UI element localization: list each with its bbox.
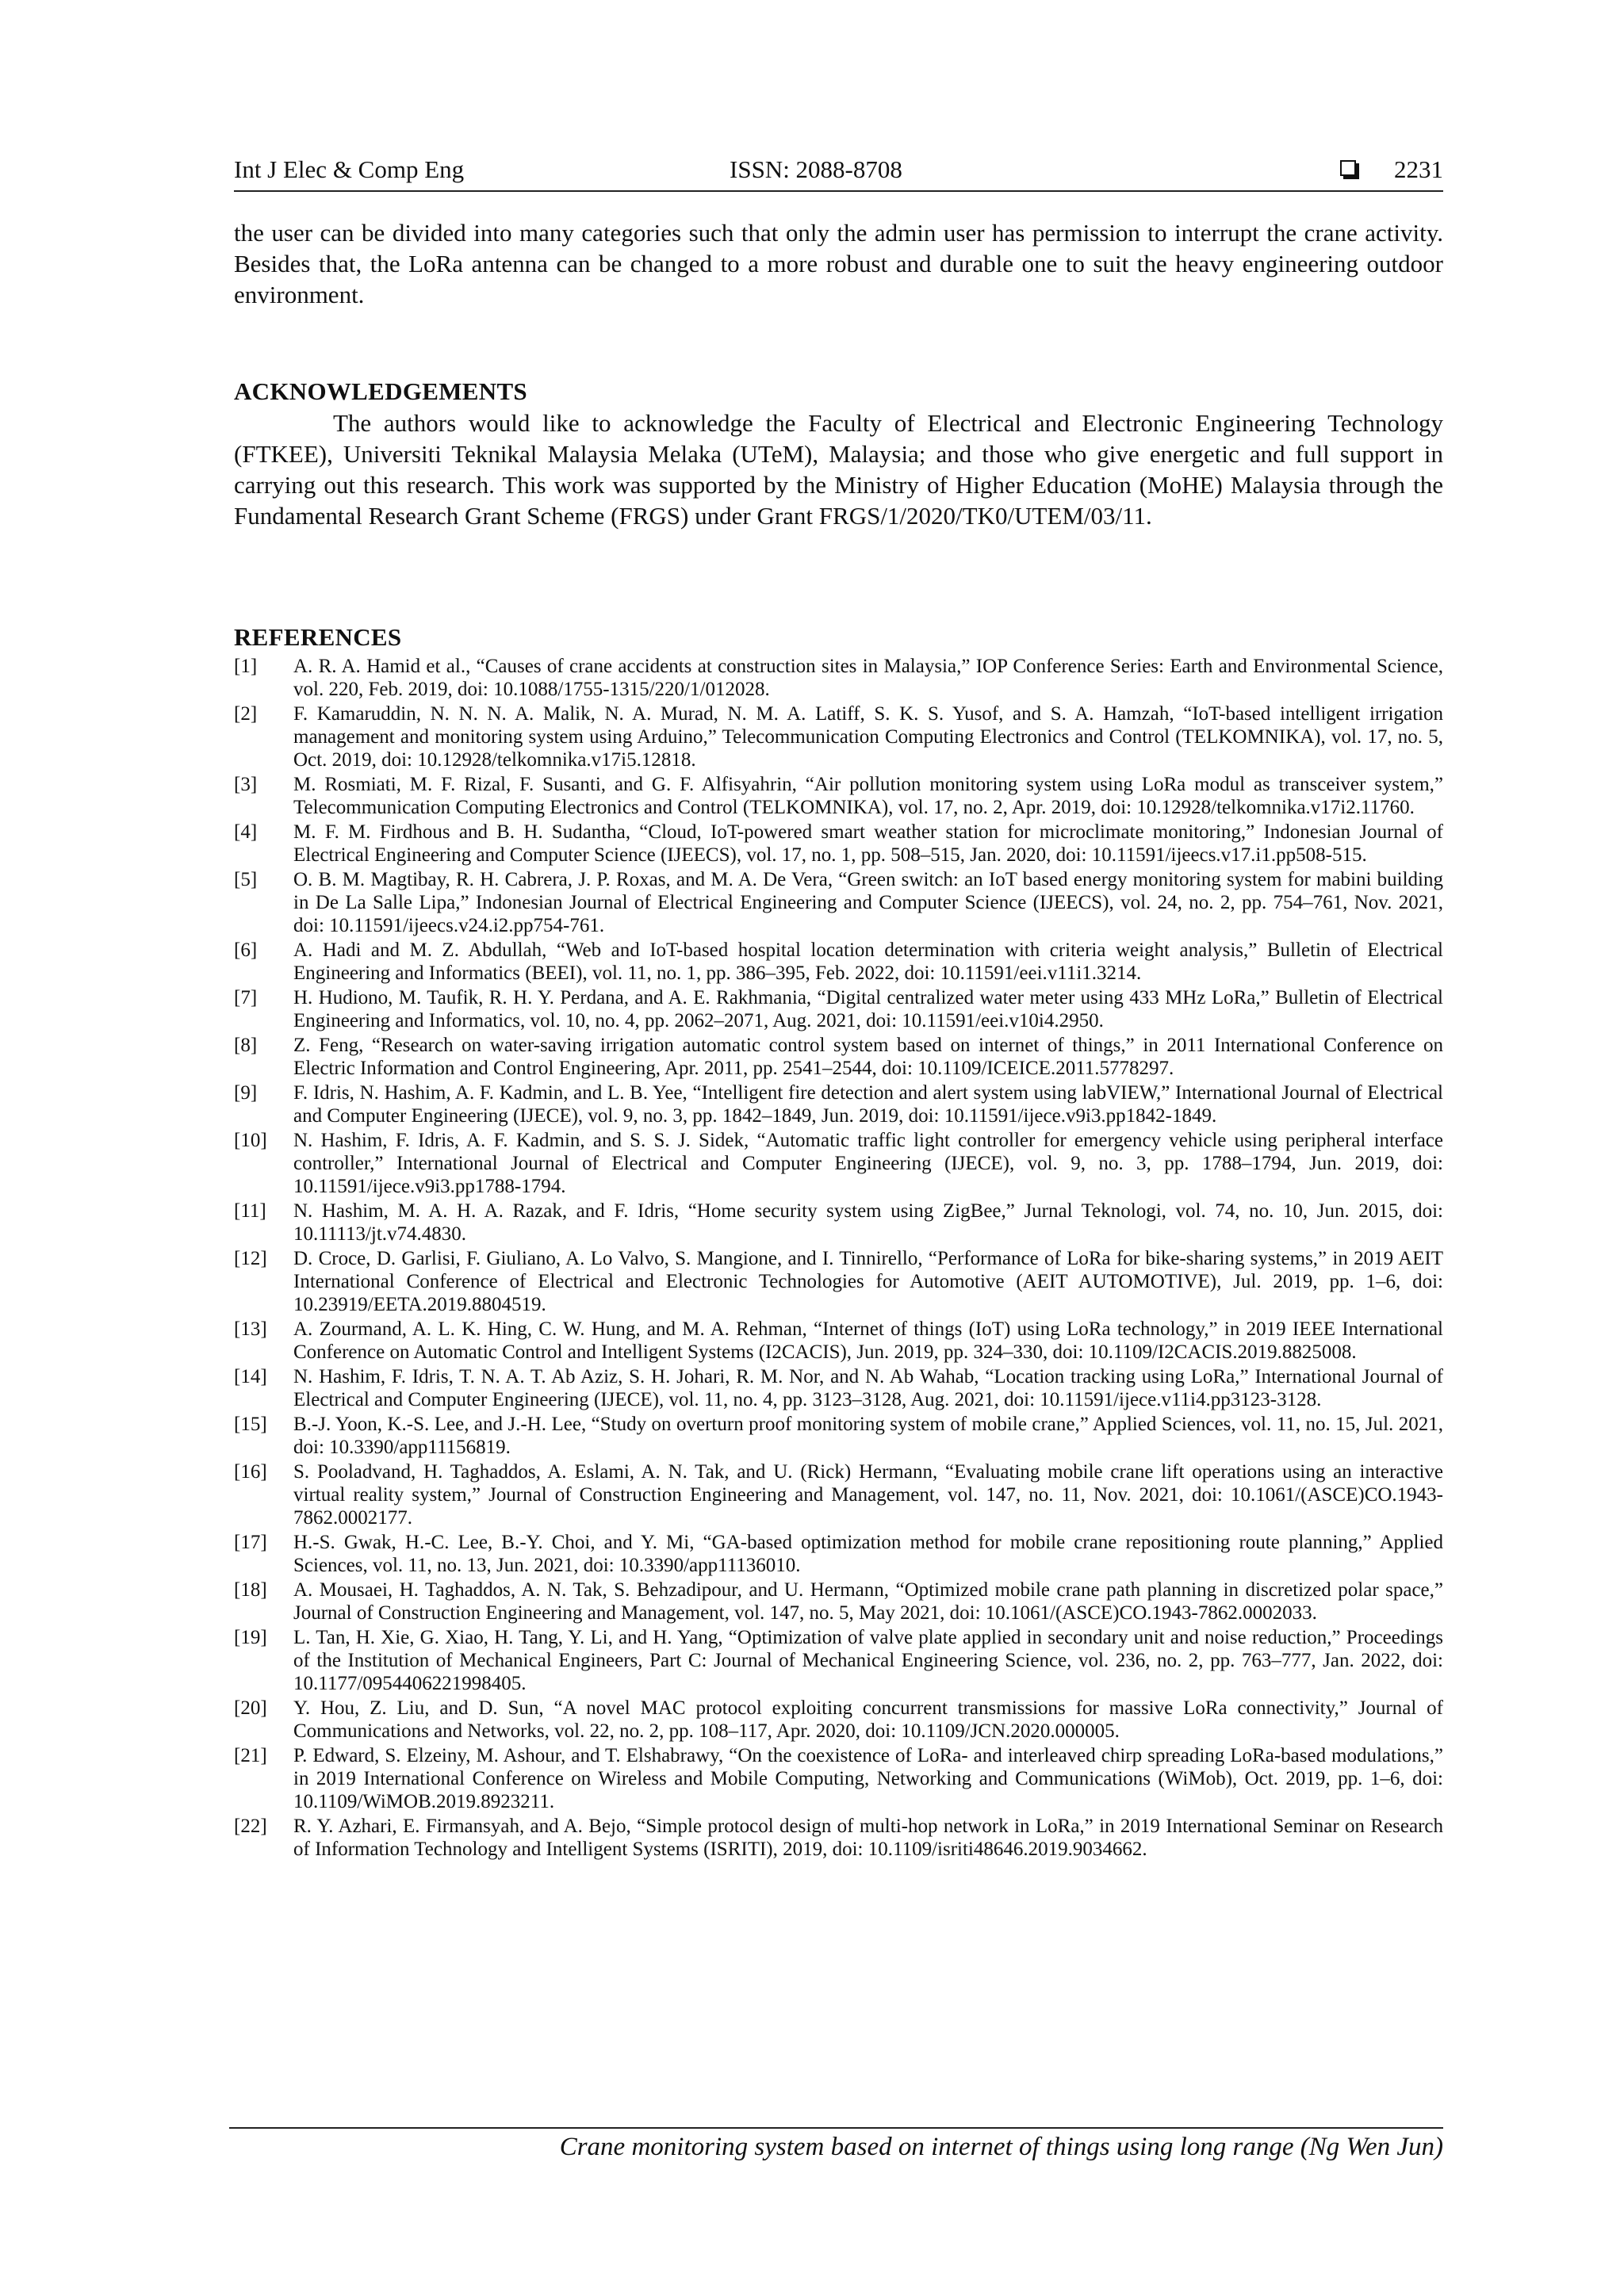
reference-number: [7] [234, 987, 258, 1008]
reference-number: [22] [234, 1816, 267, 1837]
reference-number: [21] [234, 1745, 267, 1766]
reference-item [234, 1413, 1443, 1459]
reference-item [234, 1247, 1443, 1316]
reference-item [234, 1697, 1443, 1743]
page-number: 2231 [1394, 155, 1443, 183]
reference-number: [18] [234, 1579, 267, 1601]
reference-item [234, 1318, 1443, 1364]
reference-text: N. Hashim, F. Idris, T. N. A. T. Ab Aziz, S. H. Johari, R. M. Nor, and N. Ab Wahab, “Location tracking using LoRa,” International Journal of Electrical and Computer Engineering (IJECE), vol. 11, no. 4, pp. 3123–3128, Aug. 2021, doi: 10.11591/ijece.v11i4.pp3123-3128. [293, 1366, 1443, 1410]
reference-text: N. Hashim, M. A. H. A. Razak, and F. Idris, “Home security system using ZigBee,” Jurnal Teknologi, vol. 74, no. 10, Jun. 2015, doi: 10.11113/jt.v74.4830. [293, 1200, 1443, 1245]
reference-text: F. Idris, N. Hashim, A. F. Kadmin, and L. B. Yee, “Intelligent fire detection and alert system using labVIEW,” International Journal of Electrical and Computer Engineering (IJECE), vol. 9, no. 3, pp. 1842–1849, Jun. 2019, doi: 10.11591/ijece.v9i3.pp1842-1849. [293, 1082, 1443, 1127]
running-header [234, 155, 1443, 192]
reference-number: [9] [234, 1082, 258, 1104]
reference-text: L. Tan, H. Xie, G. Xiao, H. Tang, Y. Li, and H. Yang, “Optimization of valve plate applied in secondary unit and noise reduction,” Proceedings of the Institution of Mechanical Engineers, Part C: Journal of Mechanical Engineering Science, vol. 236, no. 2, pp. 763–777, Jan. 2022, doi: 10.1177/0954406221998405. [293, 1627, 1443, 1694]
reference-number: [14] [234, 1366, 267, 1387]
reference-text: H. Hudiono, M. Taufik, R. H. Y. Perdana, and A. E. Rakhmania, “Digital centralized water meter using 433 MHz LoRa,” Bulletin of Electrical Engineering and Informatics, vol. 10, no. 4, pp. 2062–2071, Aug. 2021, doi: 10.11591/eei.v10i4.2950. [293, 987, 1443, 1031]
reference-number: [20] [234, 1697, 267, 1719]
acknowledgements-heading: ACKNOWLEDGEMENTS [234, 377, 527, 405]
reference-item [234, 1744, 1443, 1813]
reference-text: H.-S. Gwak, H.-C. Lee, B.-Y. Choi, and Y. Mi, “GA-based optimization method for mobile crane repositioning route planning,” Applied Sciences, vol. 11, no. 13, Jun. 2021, doi: 10.3390/app11136010. [293, 1532, 1443, 1576]
square-bullet-icon [1340, 160, 1356, 176]
reference-number: [6] [234, 939, 258, 961]
reference-text: Y. Hou, Z. Liu, and D. Sun, “A novel MAC protocol exploiting concurrent transmissions for massive LoRa connectivity,” Journal of Communications and Networks, vol. 22, no. 2, pp. 108–117, Apr. 2020, doi: 10.1109/JCN.2020.000005. [293, 1697, 1443, 1742]
reference-number: [12] [234, 1248, 267, 1269]
reference-text: M. Rosmiati, M. F. Rizal, F. Susanti, and G. F. Alfisyahrin, “Air pollution monitoring system using LoRa modul as transceiver system,” Telecommunication Computing Electronics and Control (TELKOMNIKA), vol. 17, no. 2, Apr. 2019, doi: 10.12928/telkomnika.v17i2.11760. [293, 774, 1443, 818]
reference-item [234, 1578, 1443, 1624]
reference-item [234, 1460, 1443, 1529]
reference-item [234, 821, 1443, 867]
intro-paragraph: the user can be divided into many categories such that only the admin user has permission to interrupt the crane activity. Besides that, the LoRa antenna can be changed to a more robust and durable one to suit the heavy engineering outdoor environment. [234, 219, 1443, 308]
reference-item [234, 1081, 1443, 1127]
reference-number: [2] [234, 703, 258, 725]
journal-name: Int J Elec & Comp Eng [234, 155, 465, 183]
reference-number: [11] [234, 1200, 266, 1222]
references-list [234, 655, 1443, 1862]
reference-text: A. Mousaei, H. Taghaddos, A. N. Tak, S. Behzadipour, and U. Hermann, “Optimized mobile crane path planning in discretized polar space,” Journal of Construction Engineering and Management, vol. 147, no. 5, May 2021, doi: 10.1061/(ASCE)CO.1943-7862.0002033. [293, 1579, 1443, 1624]
reference-number: [5] [234, 869, 258, 890]
issn: ISSN: 2088-8708 [730, 155, 902, 183]
footer-title: Crane monitoring system based on internet of things using long range (Ng Wen Jun) [559, 2133, 1443, 2161]
reference-number: [16] [234, 1461, 267, 1483]
footer-rule [229, 2127, 1443, 2129]
reference-item [234, 773, 1443, 819]
reference-item [234, 655, 1443, 701]
reference-text: S. Pooladvand, H. Taghaddos, A. Eslami, A. N. Tak, and U. (Rick) Hermann, “Evaluating mobile crane lift operations using an interactive virtual reality system,” Journal of Construction Engineering and Management, vol. 147, no. 11, Nov. 2021, doi: 10.1061/(ASCE)CO.1943-7862.0002177. [293, 1461, 1443, 1529]
reference-number: [17] [234, 1532, 267, 1553]
reference-text: O. B. M. Magtibay, R. H. Cabrera, J. P. Roxas, and M. A. De Vera, “Green switch: an IoT based energy monitoring system for mabini building in De La Salle Lipa,” Indonesian Journal of Electrical Engineering and Computer Science (IJEECS), vol. 24, no. 2, pp. 754–761, Nov. 2021, doi: 10.11591/ijeecs.v24.i2.pp754-761. [293, 869, 1443, 936]
reference-item [234, 1365, 1443, 1411]
reference-text: F. Kamaruddin, N. N. N. A. Malik, N. A. Murad, N. M. A. Latiff, S. K. S. Yusof, and S. A. Hamzah, “IoT-based intelligent irrigation management and monitoring system using Arduino,” Telecommunication Computing Electronics and Control (TELKOMNIKA), vol. 17, no. 5, Oct. 2019, doi: 10.12928/telkomnika.v17i5.12818. [293, 703, 1443, 771]
reference-item [234, 702, 1443, 771]
references-heading: REFERENCES [234, 623, 402, 651]
acknowledgements-text: The authors would like to acknowledge the Faculty of Electrical and Electronic Engineering Technology (FTKEE), Universiti Teknikal Malaysia Melaka (UTeM), Malaysia; and those who give energetic and full support in carrying out this research. This work was supported by the Ministry of Higher Education (MoHE) Malaysia through the Fundamental Research Grant Scheme (FRGS) under Grant FRGS/1/2020/TK0/UTEM/03/11. [234, 409, 1443, 530]
reference-text: A. Zourmand, A. L. K. Hing, C. W. Hung, and M. A. Rehman, “Internet of things (IoT) using LoRa technology,” in 2019 IEEE International Conference on Automatic Control and Intelligent Systems (I2CACIS), Jun. 2019, pp. 324–330, doi: 10.1109/I2CACIS.2019.8825008. [293, 1318, 1443, 1363]
reference-text: D. Croce, D. Garlisi, F. Giuliano, A. Lo Valvo, S. Mangione, and I. Tinnirello, “Performance of LoRa for bike-sharing systems,” in 2019 AEIT International Conference of Electrical and Electronic Technologies for Automotive (AEIT AUTOMOTIVE), Jul. 2019, pp. 1–6, doi: 10.23919/EETA.2019.8804519. [293, 1248, 1443, 1315]
reference-item [234, 1815, 1443, 1861]
reference-number: [15] [234, 1414, 267, 1435]
reference-text: B.-J. Yoon, K.-S. Lee, and J.-H. Lee, “Study on overturn proof monitoring system of mobile crane,” Applied Sciences, vol. 11, no. 15, Jul. 2021, doi: 10.3390/app11156819. [293, 1414, 1443, 1458]
reference-number: [13] [234, 1318, 267, 1340]
reference-item [234, 868, 1443, 937]
reference-number: [1] [234, 656, 258, 677]
reference-item [234, 939, 1443, 985]
paper-page [234, 0, 1443, 2296]
reference-number: [10] [234, 1130, 267, 1151]
reference-number: [8] [234, 1035, 258, 1056]
reference-text: A. R. A. Hamid et al., “Causes of crane accidents at construction sites in Malaysia,” IOP Conference Series: Earth and Environmental Science, vol. 220, Feb. 2019, doi: 10.1088/1755-1315/220/1/012028. [293, 656, 1443, 700]
reference-number: [3] [234, 774, 258, 795]
reference-text: P. Edward, S. Elzeiny, M. Ashour, and T. Elshabrawy, “On the coexistence of LoRa- and interleaved chirp spreading LoRa-based modulations,” in 2019 International Conference on Wireless and Mobile Computing, Networking and Communications (WiMob), Oct. 2019, pp. 1–6, doi: 10.1109/WiMOB.2019.8923211. [293, 1745, 1443, 1812]
reference-item [234, 1129, 1443, 1198]
reference-item [234, 986, 1443, 1032]
reference-item [234, 1626, 1443, 1695]
reference-text: M. F. M. Firdhous and B. H. Sudantha, “Cloud, IoT-powered smart weather station for microclimate monitoring,” Indonesian Journal of Electrical Engineering and Computer Science (IJEECS), vol. 17, no. 1, pp. 508–515, Jan. 2020, doi: 10.11591/ijeecs.v17.i1.pp508-515. [293, 821, 1443, 866]
reference-item [234, 1200, 1443, 1246]
reference-number: [19] [234, 1627, 267, 1648]
reference-text: N. Hashim, F. Idris, A. F. Kadmin, and S. S. J. Sidek, “Automatic traffic light controller for emergency vehicle using peripheral interface controller,” International Journal of Electrical and Computer Engineering (IJECE), vol. 9, no. 3, pp. 1788–1794, Jun. 2019, doi: 10.11591/ijece.v9i3.pp1788-1794. [293, 1130, 1443, 1197]
reference-item [234, 1034, 1443, 1080]
reference-number: [4] [234, 821, 258, 843]
reference-item [234, 1531, 1443, 1577]
reference-text: Z. Feng, “Research on water-saving irrigation automatic control system based on internet of things,” in 2011 International Conference on Electric Information and Control Engineering, Apr. 2011, pp. 2541–2544, doi: 10.1109/ICEICE.2011.5778297. [293, 1035, 1443, 1079]
reference-text: A. Hadi and M. Z. Abdullah, “Web and IoT-based hospital location determination with criteria weight analysis,” Bulletin of Electrical Engineering and Informatics (BEEI), vol. 11, no. 1, pp. 386–395, Feb. 2022, doi: 10.11591/eei.v11i1.3214. [293, 939, 1443, 984]
reference-text: R. Y. Azhari, E. Firmansyah, and A. Bejo, “Simple protocol design of multi-hop network in LoRa,” in 2019 International Seminar on Research of Information Technology and Intelligent Systems (ISRITI), 2019, doi: 10.1109/isriti48646.2019.9034662. [293, 1816, 1443, 1860]
